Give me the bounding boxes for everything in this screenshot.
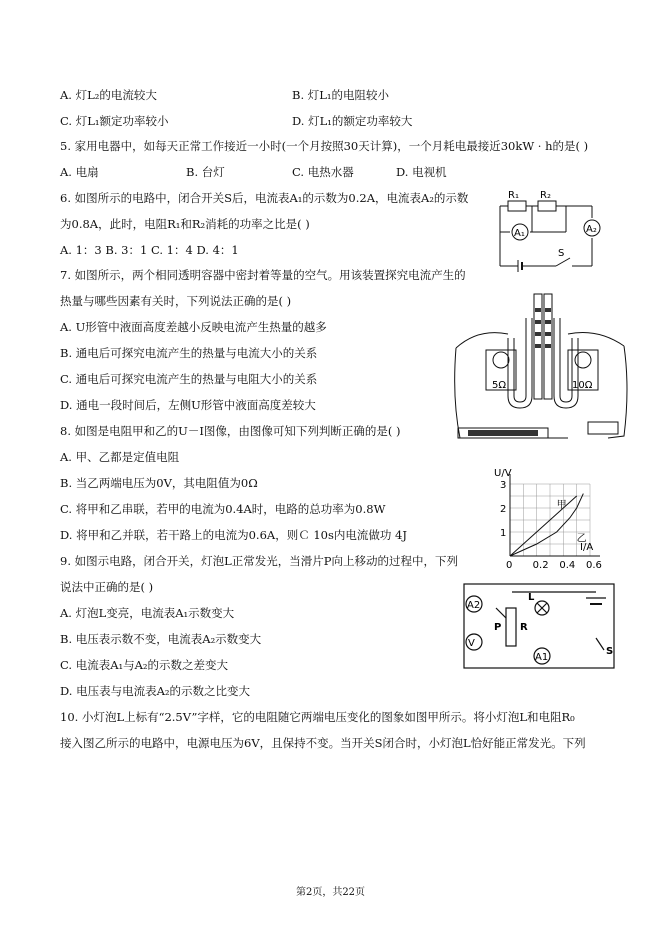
- a1-label: A₁: [514, 228, 525, 239]
- q9-circuit-figure: [456, 578, 628, 678]
- l-label: L: [528, 592, 535, 603]
- q9-stem-line2: 说法中正确的是( ): [60, 580, 154, 594]
- q7-stem-line2: 热量与哪些因素有关时，下列说法正确的是( ): [60, 294, 292, 308]
- q9-option-d: D. 电压表与电流表A₂的示数之比变大: [60, 684, 251, 698]
- q5-option-b: B. 台灯: [186, 165, 225, 179]
- x-tick-label: 0.2: [532, 560, 549, 571]
- q6-options: A. 1：3 B. 3：1 C. 1：4 D. 4：1: [60, 243, 239, 257]
- q9-stem-line1: 9. 如图示电路，闭合开关，灯泡L正常发光，当滑片P向上移动的过程中，下列: [60, 554, 458, 568]
- q6-stem-line2: 为0.8A，此时，电阻R₁和R₂消耗的功率之比是( ): [60, 217, 310, 231]
- y-tick-label: 3: [500, 480, 507, 491]
- q6-circuit-figure: [478, 188, 603, 272]
- q8-stem: 8. 如图是电阻甲和乙的U－I图像，由图像可知下列判断正确的是( ): [60, 424, 401, 438]
- q7-apparatus-figure: [448, 288, 633, 453]
- q4-option-a: A. 灯L₂的电流较大: [60, 88, 157, 102]
- q9-option-b: B. 电压表示数不变，电流表A₂示数变大: [60, 632, 262, 646]
- q8-option-c: C. 将甲和乙串联，若甲的电流为0.4A时，电路的总功率为0.8W: [60, 502, 386, 516]
- series-label-0: 甲: [556, 500, 567, 511]
- q8-option-b: B. 当乙两端电压为0V，其电阻值为0Ω: [60, 476, 258, 490]
- q7-option-d: D. 通电一段时间后，左侧U形管中液面高度差较大: [60, 398, 316, 412]
- x-axis-label: I/A: [580, 542, 594, 553]
- left-resistor-label: 5Ω: [492, 380, 507, 391]
- q7-option-c: C. 通电后可探究电流产生的热量与电阻大小的关系: [60, 372, 318, 386]
- q7-option-a: A. U形管中液面高度差越小反映电流产生热量的越多: [60, 320, 327, 334]
- x-tick-label: 0.4: [559, 560, 576, 571]
- q10-stem-line2: 接入图乙所示的电路中，电源电压为6V，且保持不变。当开关S闭合时，小灯泡L恰好能正常发光。下列: [60, 736, 586, 750]
- y-tick-label: 1: [500, 528, 507, 539]
- q4-option-d: D. 灯L₁的额定功率较大: [292, 114, 413, 128]
- slider-resistor: [506, 608, 516, 646]
- a1-label: A1: [535, 652, 549, 663]
- q8-option-d: D. 将甲和乙并联，若干路上的电流为0.6A，则Ｃ 10s内电流做功 4J: [60, 528, 407, 542]
- r2-resistor: [538, 201, 556, 211]
- switch-label: S: [558, 248, 565, 259]
- r2-label: R₂: [540, 190, 551, 201]
- q10-stem-line1: 10. 小灯泡L上标有“2.5V”字样，它的电阻随它两端电压变化的图象如图甲所示。将小灯泡L和电阻R₀: [60, 710, 575, 724]
- x-tick-label: 0.6: [586, 560, 602, 571]
- q5-option-a: A. 电扇: [60, 165, 99, 179]
- a2-label: A2: [467, 600, 481, 611]
- q7-stem-line1: 7. 如图所示，两个相同透明容器中密封着等量的空气。用该装置探究电流产生的: [60, 268, 466, 282]
- series-label-1: 乙: [576, 533, 587, 545]
- y-axis-label: U/V: [494, 468, 512, 479]
- x-tick-label: 0: [506, 560, 513, 571]
- q8-option-a: A. 甲、乙都是定值电阻: [60, 450, 180, 464]
- p-label: P: [494, 622, 502, 633]
- q7-option-b: B. 通电后可探究电流产生的热量与电流大小的关系: [60, 346, 318, 360]
- s-label: S: [606, 646, 614, 657]
- q6-stem-line1: 6. 如图所示的电路中，闭合开关S后，电流表A₁的示数为0.2A，电流表A₂的示数: [60, 191, 469, 205]
- y-tick-label: 2: [500, 504, 507, 515]
- q9-option-a: A. 灯泡L变亮，电流表A₁示数变大: [60, 606, 235, 620]
- v-label: V: [468, 638, 475, 649]
- q5-stem: 5. 家用电器中，如每天正常工作接近一小时(一个月按照30天计算)，一个月耗电最接近30kW · h的是( ): [60, 139, 589, 153]
- q5-option-c: C. 电热水器: [292, 165, 354, 179]
- q9-option-c: C. 电流表A₁与A₂的示数之差变大: [60, 658, 229, 672]
- r1-resistor: [508, 201, 526, 211]
- right-resistor-label: 10Ω: [572, 380, 593, 391]
- q4-option-b: B. 灯L₁的电阻较小: [292, 88, 390, 102]
- q8-ui-chart: [488, 466, 606, 572]
- q5-option-d: D. 电视机: [396, 165, 447, 179]
- r1-label: R₁: [508, 190, 519, 201]
- a2-label: A₂: [586, 224, 597, 235]
- q4-option-c: C. 灯L₁额定功率较小: [60, 114, 169, 128]
- r-label: R: [520, 622, 528, 633]
- page-footer: 第2页，共22页: [295, 887, 366, 898]
